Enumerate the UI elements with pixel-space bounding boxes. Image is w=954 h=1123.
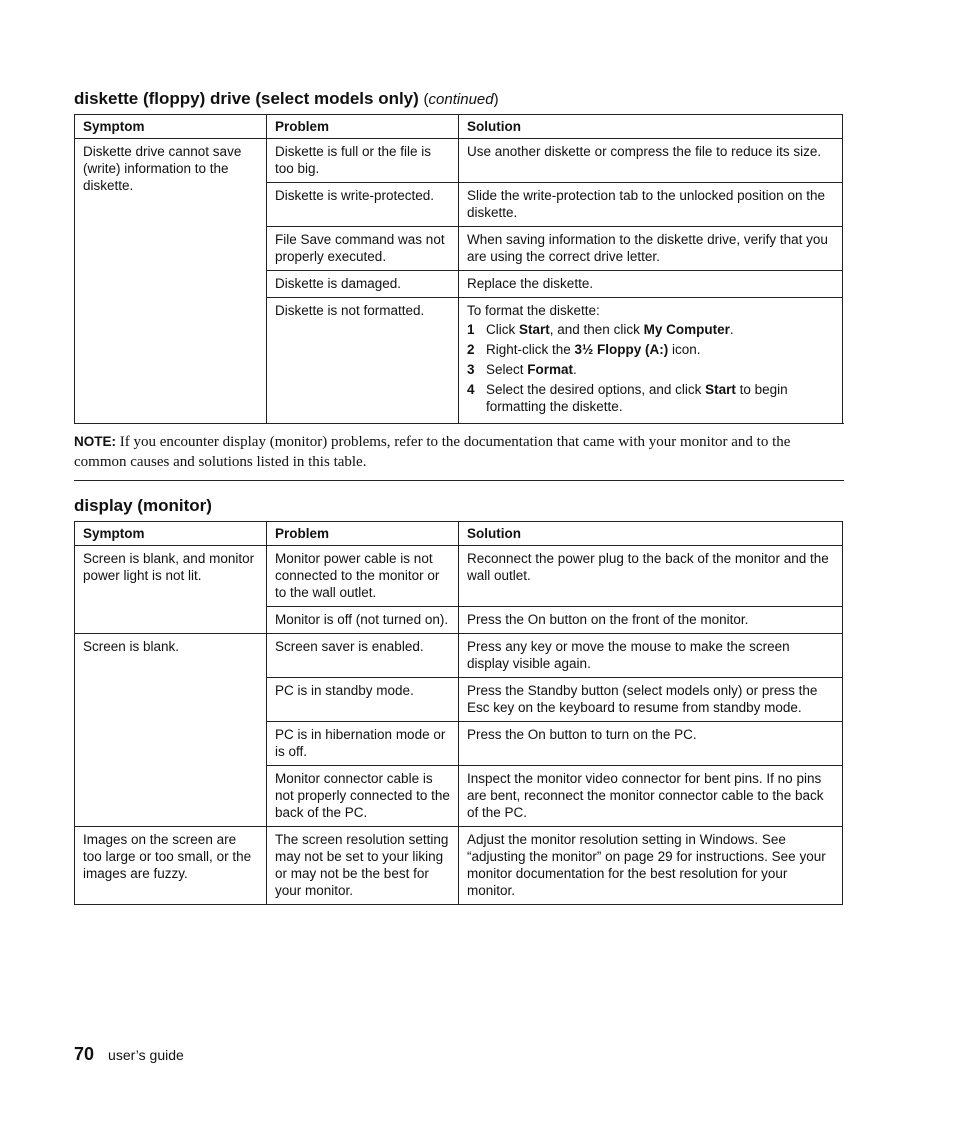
symptom-cell: Screen is blank. xyxy=(75,634,267,827)
format-intro: To format the diskette: xyxy=(467,303,600,318)
continued-open-paren: ( xyxy=(423,91,429,108)
solution-cell: Press the On button to turn on the PC. xyxy=(459,722,843,766)
section-title-text: diskette (floppy) drive (select models only) xyxy=(74,89,419,108)
step-bold-text: My Computer xyxy=(643,322,730,337)
solution-cell: When saving information to the diskette drive, verify that you are using the correct drive letter. xyxy=(459,227,843,271)
format-step xyxy=(467,341,834,358)
note-text: If you encounter display (monitor) problems, refer to the documentation that came with your monitor and to the common causes and solutions listed in this table. xyxy=(74,434,791,470)
step-bold-text: Start xyxy=(705,382,736,397)
note-label: NOTE: xyxy=(74,434,116,449)
note-box xyxy=(74,423,844,481)
step-bold-text: 3½ Floppy (A:) xyxy=(574,342,669,357)
problem-cell: File Save command was not properly executed. xyxy=(267,227,459,271)
solution-cell-format-steps xyxy=(459,298,843,424)
format-step xyxy=(467,381,834,415)
continued-label: continued xyxy=(428,91,494,108)
table-header-row xyxy=(75,522,843,546)
step-text: , and then click xyxy=(549,322,644,337)
solution-cell: Press the Standby button (select models only) or press the Esc key on the keyboard to resume from standby mode. xyxy=(459,678,843,722)
display-troubleshooting-table xyxy=(74,521,843,905)
step-text: . xyxy=(573,362,577,377)
header-problem: Problem xyxy=(267,522,459,546)
solution-cell: Reconnect the power plug to the back of the monitor and the wall outlet. xyxy=(459,546,843,607)
solution-cell: Inspect the monitor video connector for bent pins. If no pins are bent, reconnect the monitor connector cable to the back of the PC. xyxy=(459,766,843,827)
continued-close-paren: ) xyxy=(493,91,499,108)
symptom-cell: Images on the screen are too large or too small, or the images are fuzzy. xyxy=(75,827,267,905)
solution-cell: Press the On button on the front of the monitor. xyxy=(459,607,843,634)
step-text: Select xyxy=(486,362,528,377)
page-footer xyxy=(74,1044,184,1065)
header-symptom: Symptom xyxy=(75,115,267,139)
step-text: icon. xyxy=(668,342,701,357)
step-text: Click xyxy=(486,322,519,337)
solution-cell: Slide the write-protection tab to the unlocked position on the diskette. xyxy=(459,183,843,227)
problem-cell: Screen saver is enabled. xyxy=(267,634,459,678)
solution-cell: Adjust the monitor resolution setting in Windows. See “adjusting the monitor” on page 29 for instructions. See your monitor documentation for the best resolution for your monitor. xyxy=(459,827,843,905)
step-text: Select the desired options, and click xyxy=(486,382,706,397)
page-number: 70 xyxy=(74,1044,95,1064)
solution-cell: Press any key or move the mouse to make the screen display visible again. xyxy=(459,634,843,678)
table-row xyxy=(75,634,843,678)
problem-cell: Monitor is off (not turned on). xyxy=(267,607,459,634)
section-title-diskette xyxy=(74,89,499,109)
step-number: 3 xyxy=(467,362,475,377)
step-text: Right-click the xyxy=(486,342,575,357)
table-row xyxy=(75,827,843,905)
symptom-cell: Diskette drive cannot save (write) information to the diskette. xyxy=(75,139,267,424)
problem-cell: PC is in standby mode. xyxy=(267,678,459,722)
problem-cell: PC is in hibernation mode or is off. xyxy=(267,722,459,766)
header-symptom: Symptom xyxy=(75,522,267,546)
step-number: 4 xyxy=(467,382,475,397)
step-text: to begin formatting the diskette. xyxy=(486,382,788,414)
problem-cell: Diskette is damaged. xyxy=(267,271,459,298)
solution-cell: Replace the diskette. xyxy=(459,271,843,298)
symptom-cell: Screen is blank, and monitor power light is not lit. xyxy=(75,546,267,634)
problem-cell: Diskette is full or the file is too big. xyxy=(267,139,459,183)
problem-cell: Diskette is write-protected. xyxy=(267,183,459,227)
table-row xyxy=(75,139,843,183)
problem-cell: Diskette is not formatted. xyxy=(267,298,459,424)
format-step xyxy=(467,321,834,338)
step-number: 1 xyxy=(467,322,475,337)
header-solution: Solution xyxy=(459,522,843,546)
format-steps-list xyxy=(467,321,834,415)
header-problem: Problem xyxy=(267,115,459,139)
problem-cell: Monitor power cable is not connected to the monitor or to the wall outlet. xyxy=(267,546,459,607)
section-title-display: display (monitor) xyxy=(74,496,212,515)
problem-cell: The screen resolution setting may not be set to your liking or may not be the best for your monitor. xyxy=(267,827,459,905)
step-bold-text: Start xyxy=(519,322,550,337)
problem-cell: Monitor connector cable is not properly connected to the back of the PC. xyxy=(267,766,459,827)
solution-cell: Use another diskette or compress the file to reduce its size. xyxy=(459,139,843,183)
step-bold-text: Format xyxy=(527,362,574,377)
step-number: 2 xyxy=(467,342,475,357)
table-header-row xyxy=(75,115,843,139)
diskette-troubleshooting-table xyxy=(74,114,843,424)
guide-label: user’s guide xyxy=(108,1047,184,1063)
header-solution: Solution xyxy=(459,115,843,139)
step-text: . xyxy=(729,322,734,337)
table-row xyxy=(75,546,843,607)
format-step xyxy=(467,361,834,378)
